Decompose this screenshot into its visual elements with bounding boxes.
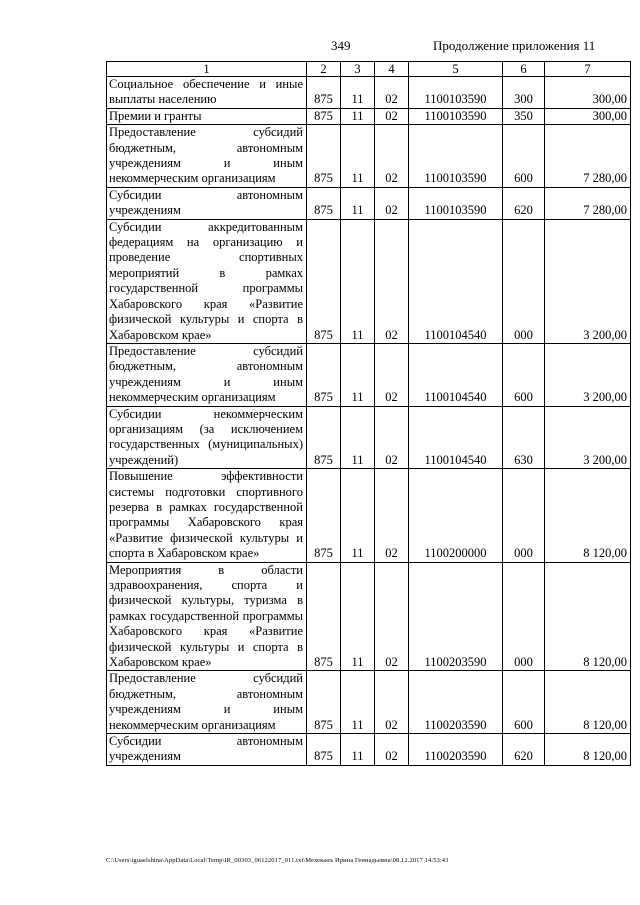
- cell-c7: 3 200,00: [545, 219, 631, 343]
- cell-c3: 11: [341, 562, 375, 671]
- cell-c2: 875: [307, 187, 341, 219]
- cell-c2: 875: [307, 125, 341, 188]
- cell-c3: 11: [341, 219, 375, 343]
- cell-c6: 300: [503, 77, 545, 109]
- cell-c7: 300,00: [545, 77, 631, 109]
- row-name: Предоставление субсидий бюджетным, автономным учреждениям и иным некоммерческим организациям: [107, 671, 307, 734]
- row-name: Предоставление субсидий бюджетным, автономным учреждениям и иным некоммерческим организациям: [107, 343, 307, 406]
- cell-c6: 000: [503, 469, 545, 562]
- cell-c5: 1100200000: [409, 469, 503, 562]
- table-header-row: [107, 62, 631, 77]
- cell-c3: 11: [341, 406, 375, 469]
- cell-c2: 875: [307, 671, 341, 734]
- row-name: Субсидии автономным учреждениям: [107, 734, 307, 766]
- cell-c5: 1100103590: [409, 108, 503, 124]
- cell-c2: 875: [307, 734, 341, 766]
- cell-c3: 11: [341, 734, 375, 766]
- row-name: Повышение эффективности системы подготовки спортивного резерва в рамках государственной программы Хабаровского края «Развитие физической культуры и спорта в Хабаровском крае»: [107, 469, 307, 562]
- cell-c6: 600: [503, 343, 545, 406]
- cell-c4: 02: [375, 734, 409, 766]
- table-row: [107, 187, 631, 219]
- cell-c4: 02: [375, 671, 409, 734]
- cell-c7: 3 200,00: [545, 406, 631, 469]
- continuation-label: Продолжение приложения 11: [433, 38, 596, 53]
- cell-c4: 02: [375, 562, 409, 671]
- table-row: [107, 671, 631, 734]
- cell-c2: 875: [307, 108, 341, 124]
- cell-c3: 11: [341, 671, 375, 734]
- cell-c4: 02: [375, 219, 409, 343]
- cell-c2: 875: [307, 343, 341, 406]
- table-row: [107, 406, 631, 469]
- budget-table: [106, 61, 631, 766]
- table-row: [107, 469, 631, 562]
- cell-c2: 875: [307, 219, 341, 343]
- cell-c3: 11: [341, 469, 375, 562]
- column-header: 1: [107, 62, 307, 77]
- cell-c2: 875: [307, 77, 341, 109]
- cell-c4: 02: [375, 469, 409, 562]
- cell-c3: 11: [341, 125, 375, 188]
- cell-c2: 875: [307, 469, 341, 562]
- cell-c7: 3 200,00: [545, 343, 631, 406]
- cell-c5: 1100203590: [409, 671, 503, 734]
- cell-c2: 875: [307, 406, 341, 469]
- cell-c7: 7 280,00: [545, 187, 631, 219]
- cell-c2: 875: [307, 562, 341, 671]
- row-name: Премии и гранты: [107, 108, 307, 124]
- cell-c4: 02: [375, 343, 409, 406]
- cell-c5: 1100104540: [409, 343, 503, 406]
- row-name: Социальное обеспечение и иные выплаты населению: [107, 77, 307, 109]
- table-row: [107, 562, 631, 671]
- cell-c6: 600: [503, 671, 545, 734]
- cell-c7: 8 120,00: [545, 562, 631, 671]
- cell-c7: 7 280,00: [545, 125, 631, 188]
- row-name: Субсидии аккредитованным федерациям на организацию и проведение спортивных мероприятий в рамках государственной программы Хабаровского края «Развитие физической культуры и спорта в Хабаровском крае»: [107, 219, 307, 343]
- cell-c3: 11: [341, 343, 375, 406]
- table-row: [107, 219, 631, 343]
- cell-c5: 1100203590: [409, 734, 503, 766]
- cell-c3: 11: [341, 108, 375, 124]
- cell-c7: 8 120,00: [545, 734, 631, 766]
- cell-c5: 1100103590: [409, 77, 503, 109]
- cell-c5: 1100203590: [409, 562, 503, 671]
- table-row: [107, 734, 631, 766]
- table-row: [107, 125, 631, 188]
- row-name: Мероприятия в области здравоохранения, спорта и физической культуры, туризма в рамках государственной программы Хабаровского края «Развитие физической культуры и спорта в Хабаровском крае»: [107, 562, 307, 671]
- cell-c4: 02: [375, 125, 409, 188]
- cell-c4: 02: [375, 108, 409, 124]
- column-header: 7: [545, 62, 631, 77]
- cell-c6: 600: [503, 125, 545, 188]
- cell-c5: 1100103590: [409, 187, 503, 219]
- row-name: Субсидии некоммерческим организациям (за исключением государственных (муниципальных) учреждений): [107, 406, 307, 469]
- cell-c4: 02: [375, 77, 409, 109]
- cell-c6: 620: [503, 187, 545, 219]
- footer-path: C:\Users\iguaelshina\AppData\Local\Temp\IR_00303_06122017_011.txt\Мехеканъ Ирина Геннадьевна\08.12.2017 14:53:43: [106, 857, 449, 864]
- cell-c5: 1100103590: [409, 125, 503, 188]
- row-name: Субсидии автономным учреждениям: [107, 187, 307, 219]
- cell-c5: 1100104540: [409, 406, 503, 469]
- page-number: 349: [331, 38, 351, 53]
- cell-c3: 11: [341, 187, 375, 219]
- table-row: [107, 77, 631, 109]
- column-header: 2: [307, 62, 341, 77]
- cell-c6: 000: [503, 219, 545, 343]
- row-name: Предоставление субсидий бюджетным, автономным учреждениям и иным некоммерческим организациям: [107, 125, 307, 188]
- cell-c6: 630: [503, 406, 545, 469]
- cell-c4: 02: [375, 187, 409, 219]
- column-header: 3: [341, 62, 375, 77]
- column-header: 4: [375, 62, 409, 77]
- table-row: [107, 108, 631, 124]
- cell-c6: 000: [503, 562, 545, 671]
- column-header: 6: [503, 62, 545, 77]
- cell-c4: 02: [375, 406, 409, 469]
- cell-c6: 350: [503, 108, 545, 124]
- cell-c5: 1100104540: [409, 219, 503, 343]
- cell-c7: 8 120,00: [545, 469, 631, 562]
- cell-c7: 300,00: [545, 108, 631, 124]
- cell-c6: 620: [503, 734, 545, 766]
- column-header: 5: [409, 62, 503, 77]
- cell-c3: 11: [341, 77, 375, 109]
- table-row: [107, 343, 631, 406]
- cell-c7: 8 120,00: [545, 671, 631, 734]
